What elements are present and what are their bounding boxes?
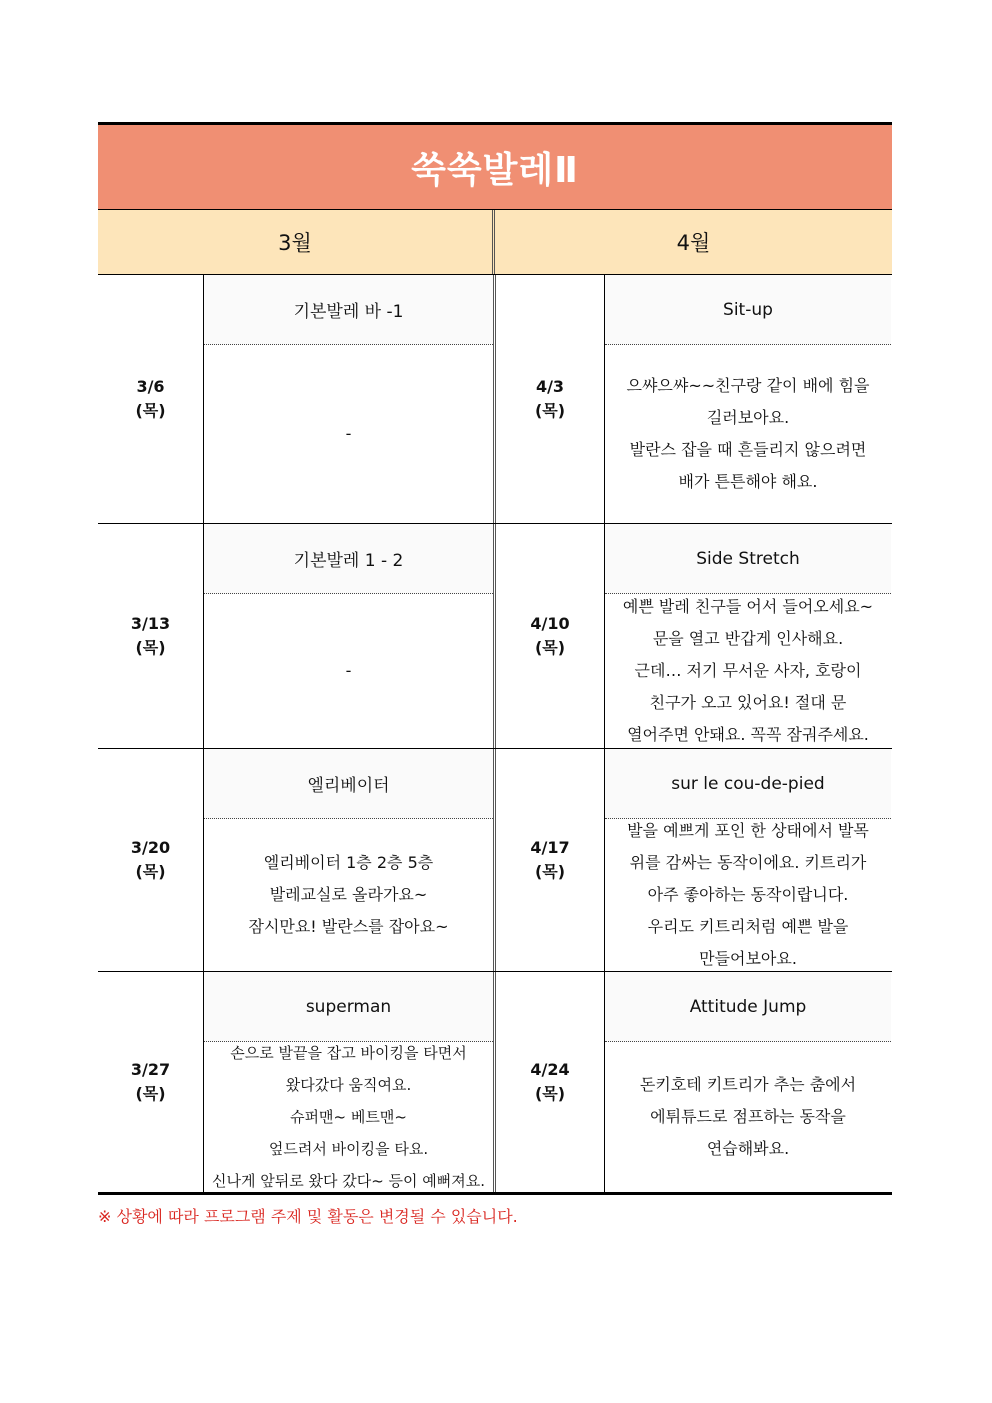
activity-name: Sit-up: [605, 275, 891, 345]
title-row: [98, 125, 892, 210]
month-header-april: 4월: [676, 231, 711, 255]
date-cell: [98, 524, 204, 748]
day-label: (목): [135, 862, 166, 881]
activity-description: [605, 819, 891, 971]
week-row: [98, 749, 892, 972]
date-label: 3/13: [130, 614, 171, 633]
date-cell: [98, 749, 204, 971]
desc-line: 만들어보아요.: [699, 949, 797, 968]
activity-cell: [204, 524, 496, 748]
day-label: (목): [534, 1084, 566, 1103]
activity-description: [204, 345, 493, 523]
date-label: 4/3: [535, 377, 565, 396]
desc-line: 연습해봐요.: [706, 1139, 790, 1158]
desc-line: 배가 튼튼해야 해요.: [678, 472, 818, 491]
date-cell: [496, 749, 605, 971]
desc-line: 예쁜 발레 친구들 어서 들어오세요~: [622, 597, 874, 616]
activity-cell: [204, 749, 496, 971]
activity-name: 엘리베이터: [204, 749, 493, 819]
day-label: (목): [534, 401, 566, 420]
desc-line: 친구가 오고 있어요! 절대 문: [649, 693, 847, 712]
date-cell: [496, 275, 605, 523]
day-label: (목): [135, 1084, 166, 1103]
activity-cell: [605, 275, 891, 523]
activity-name: Side Stretch: [605, 524, 891, 594]
desc-line: 엘리베이터 1층 2층 5층: [263, 853, 434, 872]
desc-line: 발레교실로 올라가요~: [269, 885, 428, 904]
desc-line: -: [345, 661, 352, 680]
activity-description: [605, 345, 891, 523]
desc-line: 에튀튜드로 점프하는 동작을: [650, 1107, 846, 1126]
desc-line: 근데… 저기 무서운 사자, 호랑이: [634, 661, 862, 680]
activity-cell: [204, 972, 496, 1192]
activity-cell: [605, 749, 891, 971]
date-label: 4/17: [530, 838, 570, 857]
activity-description: [204, 819, 493, 971]
desc-line: 아주 좋아하는 동작이랍니다.: [647, 885, 849, 904]
desc-line: 길러보아요.: [706, 408, 790, 427]
month-header-row: [98, 210, 892, 275]
desc-line: 손으로 발끝을 잡고 바이킹을 타면서: [230, 1044, 467, 1062]
activity-name: superman: [204, 972, 493, 1042]
activity-name: 기본발레 1 - 2: [204, 524, 493, 594]
activity-name: sur le cou-de-pied: [605, 749, 891, 819]
month-header-march: 3월: [98, 210, 495, 274]
date-cell: [98, 972, 204, 1192]
week-row: [98, 972, 892, 1192]
desc-line: 돈키호테 키트리가 추는 춤에서: [639, 1075, 857, 1094]
week-row: [98, 275, 892, 524]
activity-cell: [605, 524, 891, 748]
schedule-table: [98, 122, 892, 1195]
activity-description: [204, 1042, 493, 1192]
activity-cell: [605, 972, 891, 1192]
desc-line: 위를 감싸는 동작이에요. 키트리가: [629, 853, 867, 872]
date-label: 3/20: [130, 838, 171, 857]
day-label: (목): [534, 638, 566, 657]
date-label: 4/24: [530, 1060, 570, 1079]
activity-description: [605, 1042, 891, 1192]
date-cell: [496, 524, 605, 748]
day-label: (목): [534, 862, 566, 881]
page-title: 쑥쑥발레Ⅱ: [411, 149, 579, 191]
desc-line: -: [345, 424, 352, 443]
footnote: ※ 상황에 따라 프로그램 주제 및 활동은 변경될 수 있습니다.: [98, 1207, 518, 1226]
date-label: 3/27: [130, 1060, 171, 1079]
desc-line: 발란스 잡을 때 흔들리지 않으려면: [629, 440, 867, 459]
activity-cell: [204, 275, 496, 523]
desc-line: 으쌰으쌰~~친구랑 같이 배에 힘을: [626, 376, 870, 395]
desc-line: 우리도 키트리처럼 예쁜 발을: [647, 917, 849, 936]
desc-line: 발을 예쁘게 포인 한 상태에서 발목: [627, 821, 869, 840]
date-cell: [98, 275, 204, 523]
activity-name: Attitude Jump: [605, 972, 891, 1042]
day-label: (목): [135, 638, 166, 657]
desc-line: 엎드려서 바이킹을 타요.: [268, 1140, 429, 1158]
activity-name: 기본발레 바 -1: [204, 275, 493, 345]
desc-line: 슈퍼맨~ 베트맨~: [290, 1108, 407, 1126]
activity-description: [204, 594, 493, 748]
desc-line: 잠시만요! 발란스를 잡아요~: [248, 917, 449, 936]
week-row: [98, 524, 892, 749]
day-label: (목): [135, 401, 166, 420]
desc-line: 신나게 앞뒤로 왔다 갔다~ 등이 예뻐져요.: [211, 1172, 486, 1190]
date-label: 4/10: [530, 614, 570, 633]
desc-line: 문을 열고 반갑게 인사해요.: [652, 629, 844, 648]
date-label: 3/6: [136, 377, 165, 396]
date-cell: [496, 972, 605, 1192]
activity-description: [605, 594, 891, 748]
desc-line: 열어주면 안돼요. 꼭꼭 잠궈주세요.: [627, 725, 869, 744]
desc-line: 왔다갔다 움직여요.: [285, 1076, 412, 1094]
